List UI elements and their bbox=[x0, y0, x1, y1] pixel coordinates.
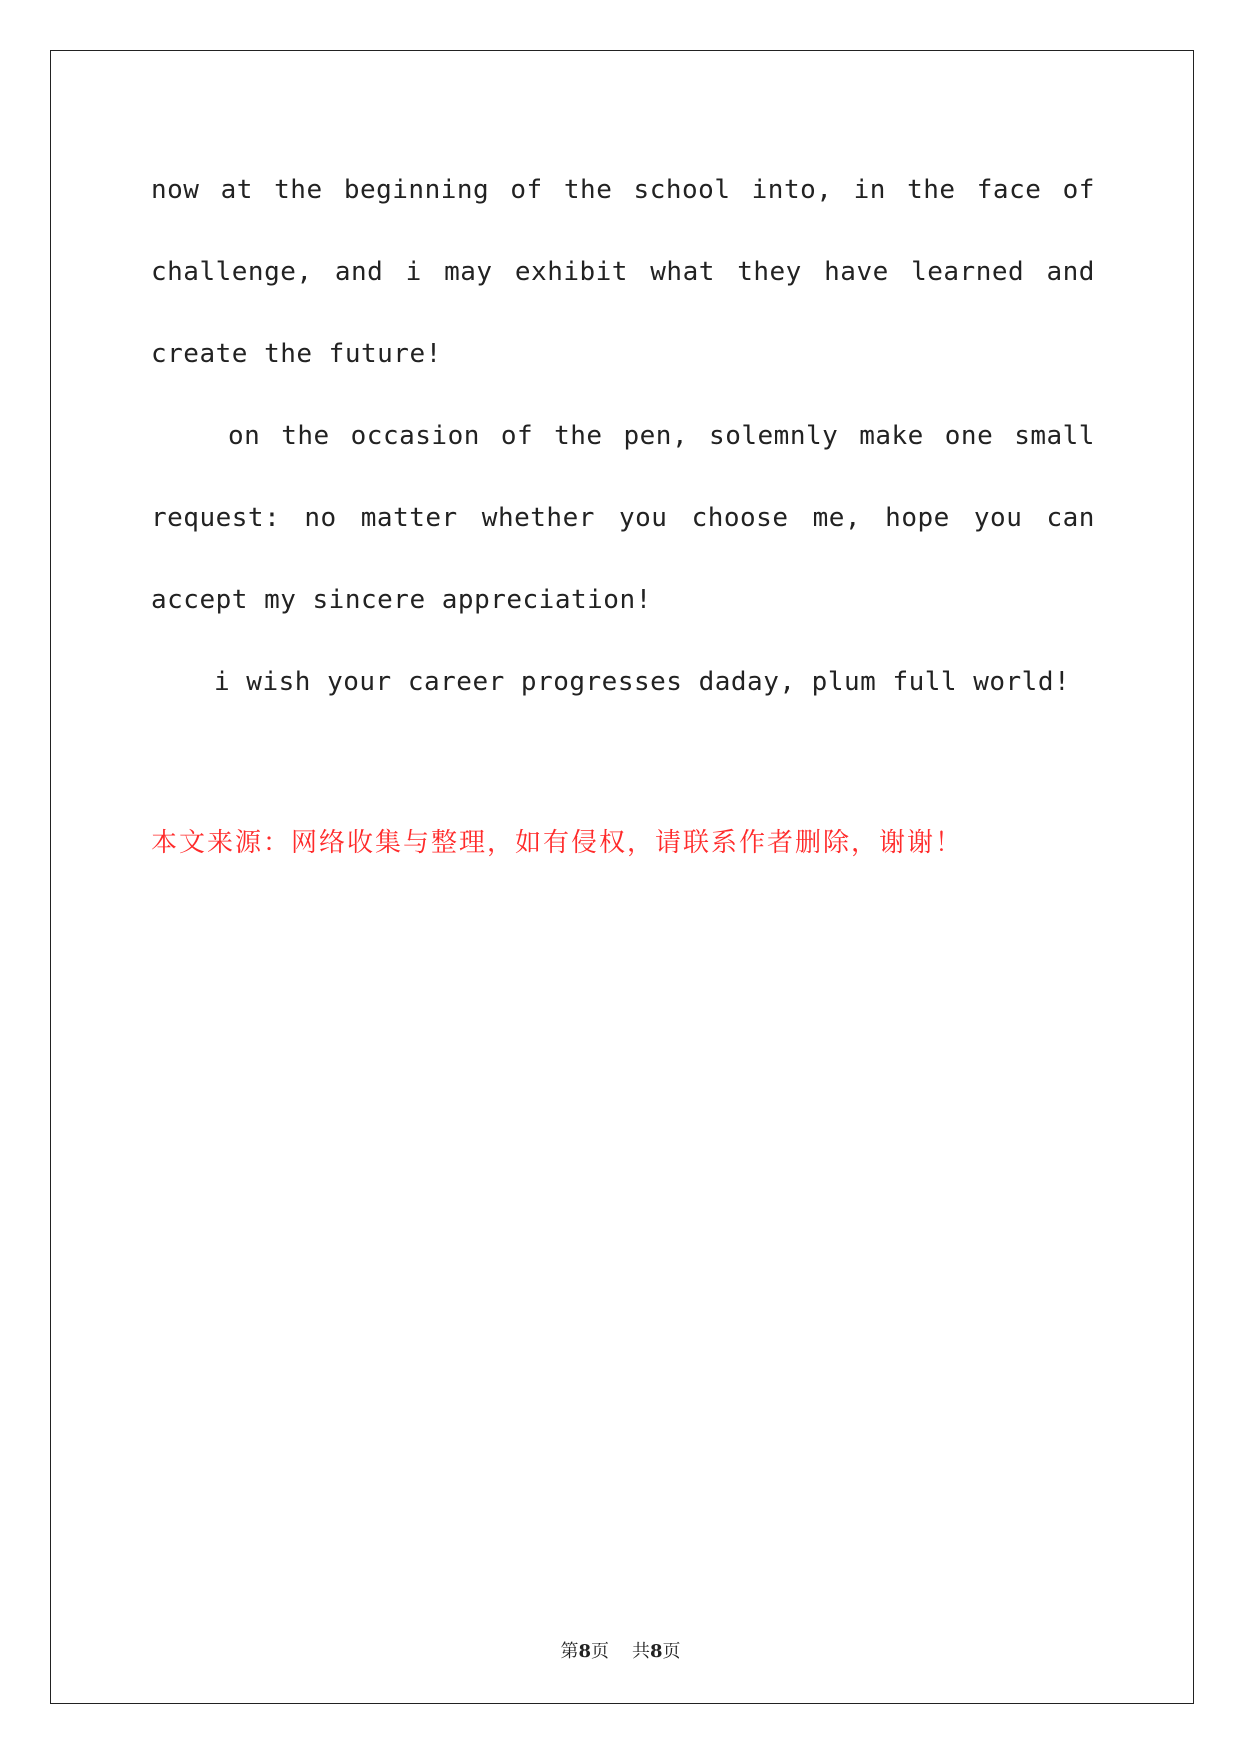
word: now bbox=[151, 175, 200, 205]
word: whether bbox=[481, 503, 595, 533]
page-footer bbox=[0, 1637, 1241, 1663]
page-frame bbox=[50, 50, 1194, 1704]
word: can bbox=[1046, 503, 1095, 533]
word: request: bbox=[151, 503, 281, 533]
total-suffix: 页 bbox=[662, 1641, 681, 1662]
word: face bbox=[976, 175, 1042, 205]
paragraph-1-line-1 bbox=[151, 175, 1095, 205]
paragraph-1-line-3: create the future! bbox=[151, 339, 442, 369]
word: and bbox=[1046, 257, 1095, 287]
word: make bbox=[859, 421, 924, 451]
word: of bbox=[510, 175, 543, 205]
word: beginning bbox=[343, 175, 490, 205]
paragraph-1-line-2 bbox=[151, 257, 1095, 287]
word: i bbox=[405, 257, 422, 287]
paragraph-2-line-2 bbox=[151, 503, 1095, 533]
total-number: 8 bbox=[649, 1641, 663, 1662]
word: you bbox=[618, 503, 668, 533]
word: and bbox=[334, 257, 384, 287]
word: the bbox=[281, 421, 330, 451]
word: matter bbox=[360, 503, 458, 533]
page-prefix: 第 bbox=[560, 1641, 579, 1662]
word: hope bbox=[885, 503, 950, 533]
word: the bbox=[274, 175, 323, 205]
word: the bbox=[554, 421, 603, 451]
paragraph-2-line-1 bbox=[228, 421, 1095, 451]
total-prefix: 共 bbox=[631, 1641, 650, 1662]
word: exhibit bbox=[514, 257, 628, 287]
word: into, bbox=[751, 175, 833, 205]
word: pen, bbox=[623, 421, 689, 451]
word: in bbox=[853, 175, 886, 205]
word: they bbox=[737, 257, 802, 287]
word: may bbox=[444, 257, 493, 287]
word: at bbox=[220, 175, 253, 205]
word: solemnly bbox=[709, 421, 839, 451]
word: on bbox=[228, 421, 261, 451]
word: challenge, bbox=[151, 257, 313, 287]
word: the bbox=[563, 175, 613, 205]
word: you bbox=[973, 503, 1023, 533]
source-note: 本文来源：网络收集与整理，如有侵权，请联系作者删除，谢谢！ bbox=[151, 828, 964, 858]
word: occasion bbox=[350, 421, 480, 451]
paragraph-3: i wish your career progresses daday, plum full world! bbox=[214, 667, 1071, 697]
paragraph-2-line-3: accept my sincere appreciation! bbox=[151, 585, 652, 615]
word: of bbox=[1062, 175, 1095, 205]
word: the bbox=[907, 175, 956, 205]
word: choose bbox=[691, 503, 789, 533]
word: of bbox=[500, 421, 534, 451]
page-number: 8 bbox=[578, 1641, 592, 1662]
word: me, bbox=[812, 503, 862, 533]
word: school bbox=[633, 175, 731, 205]
word: have bbox=[824, 257, 889, 287]
word: learned bbox=[911, 257, 1025, 287]
word: small bbox=[1014, 421, 1095, 451]
word: one bbox=[944, 421, 994, 451]
word: what bbox=[650, 257, 715, 287]
page-suffix: 页 bbox=[591, 1641, 610, 1662]
word: no bbox=[304, 503, 337, 533]
